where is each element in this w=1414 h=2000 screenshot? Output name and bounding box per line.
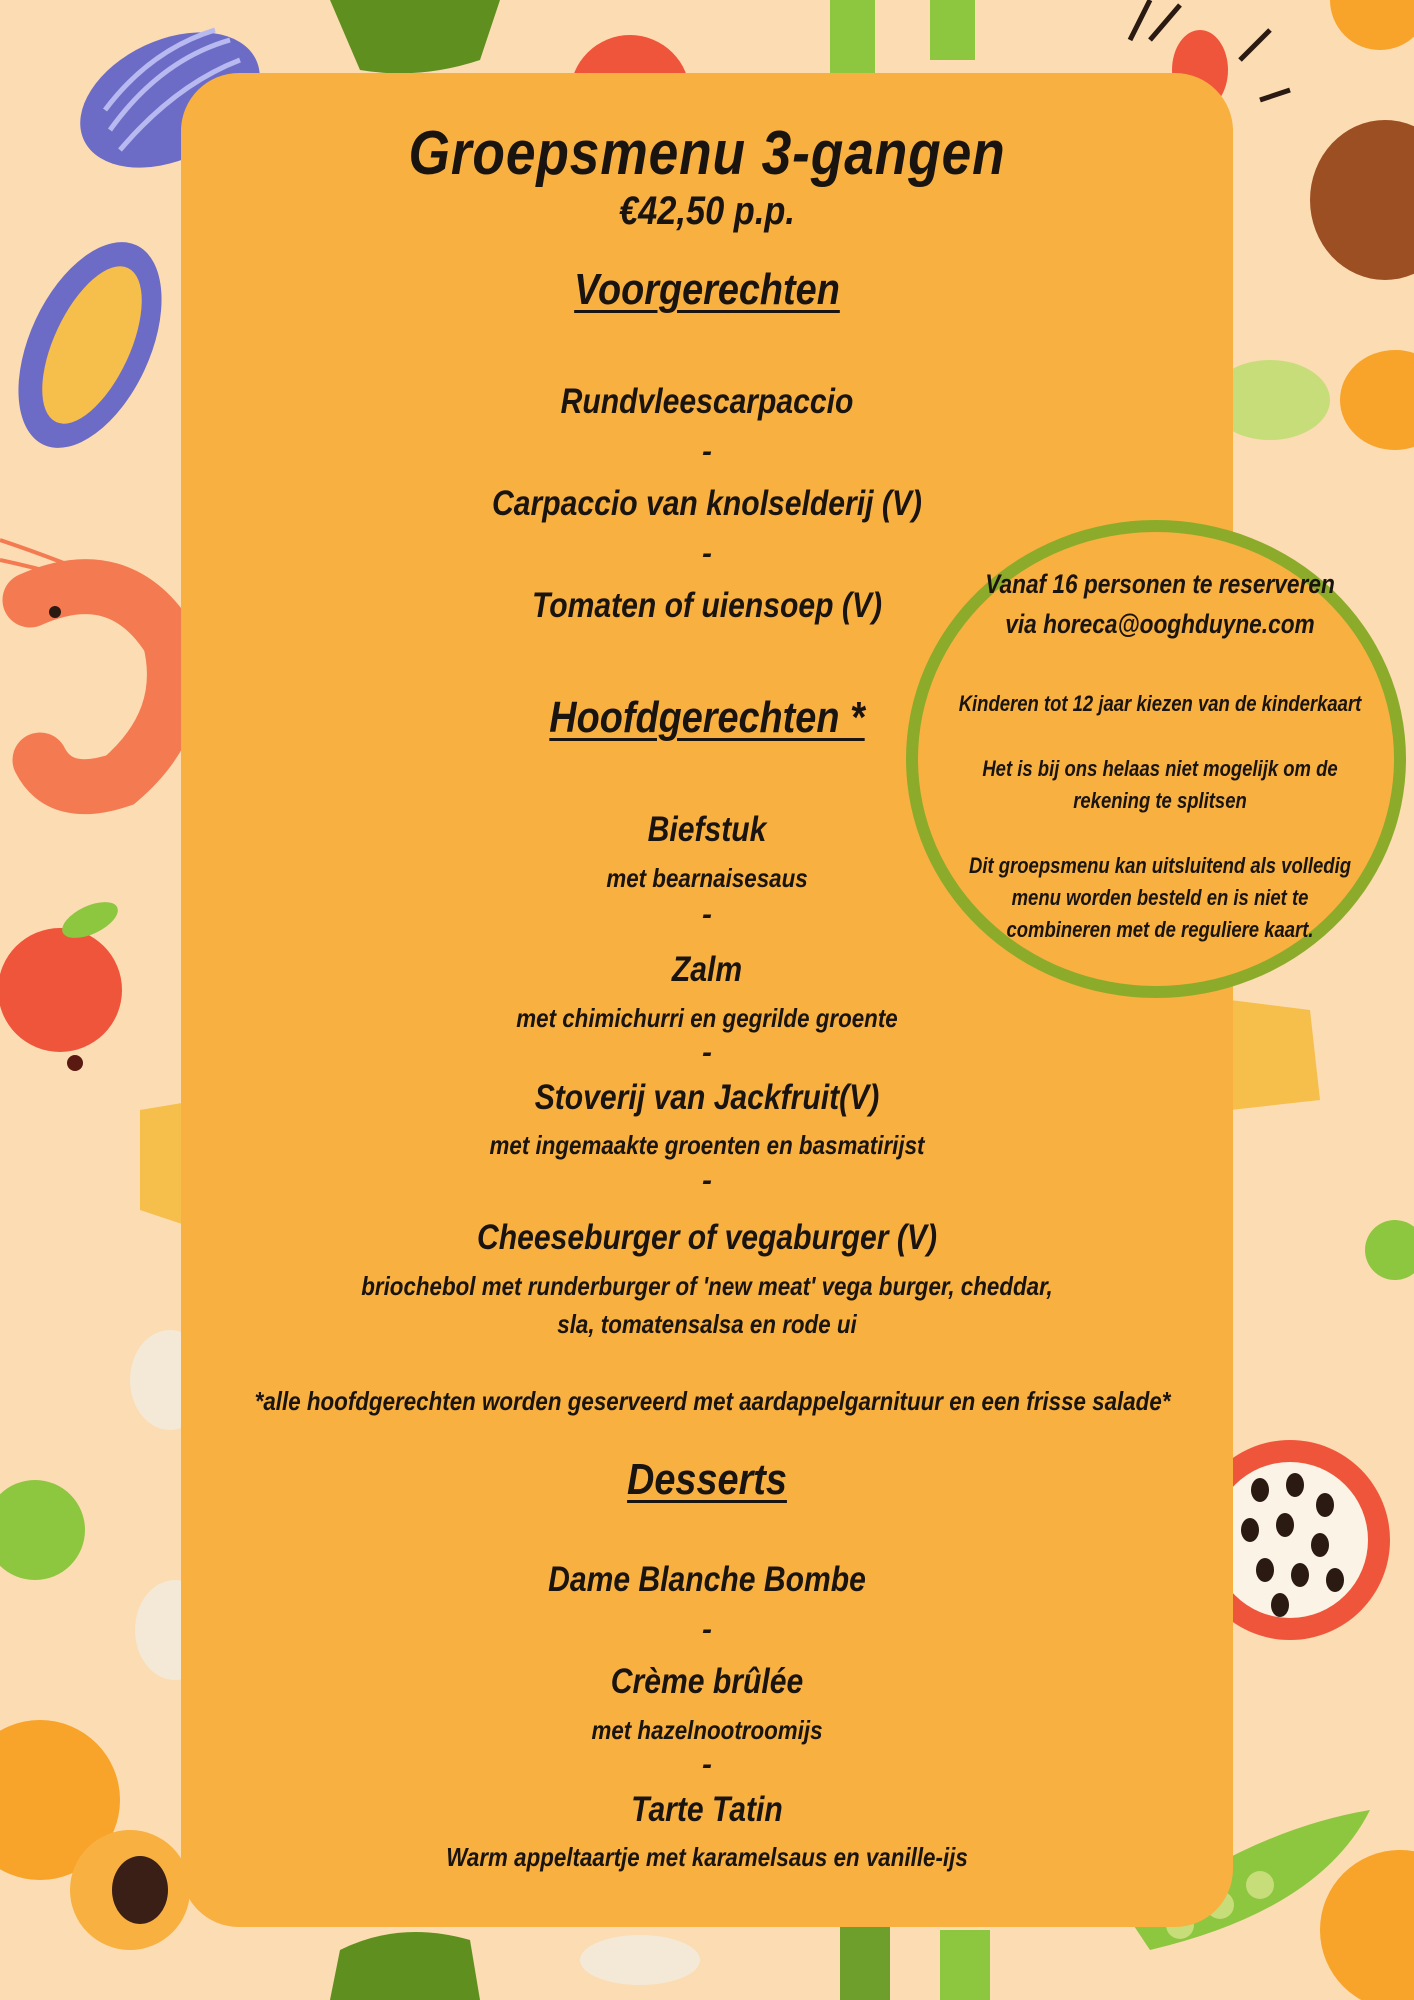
info-combo: Dit groepsmenu kan uitsluitend als volledig [969, 853, 1351, 878]
starter-item: Carpaccio van knolselderij (V) [492, 484, 922, 523]
separator: - [702, 1748, 712, 1781]
separator: - [702, 1613, 712, 1646]
main-item-desc: briochebol met runderburger of 'new meat' vega burger, cheddar, [361, 1271, 1053, 1301]
dessert-item-desc: met hazelnootroomijs [591, 1715, 823, 1745]
main-item-name: Zalm [671, 950, 743, 989]
info-reserve-line: Vanaf 16 personen te reserveren [985, 569, 1335, 599]
starter-item: Tomaten of uiensoep (V) [531, 586, 883, 625]
apple-icon [0, 895, 123, 1071]
shrimp-icon [0, 540, 174, 787]
separator: - [702, 1164, 712, 1197]
menu-title: Groepsmenu 3-gangen [408, 119, 1006, 188]
main-item-desc: met chimichurri en gegrilde groente [516, 1003, 898, 1033]
section-mains-heading: Hoofdgerechten * [549, 693, 865, 742]
dessert-item-name: Tarte Tatin [631, 1790, 783, 1829]
main-item-desc: met ingemaakte groenten en basmatirijst [489, 1130, 925, 1160]
main-item-desc: sla, tomatensalsa en rode ui [557, 1309, 857, 1339]
section-starters-heading: Voorgerechten [574, 265, 840, 314]
oyster-icon [0, 220, 191, 470]
separator: - [702, 898, 712, 931]
info-split: Het is bij ons helaas niet mogelijk om de [982, 756, 1338, 781]
main-item-desc: met bearnaisesaus [606, 863, 808, 893]
dessert-item-desc: Warm appeltaartje met karamelsaus en vanille-ijs [446, 1842, 968, 1872]
dessert-item-name: Crème brûlée [610, 1662, 804, 1701]
separator: - [702, 1036, 712, 1069]
info-split: rekening te splitsen [1073, 788, 1247, 813]
menu-price: €42,50 p.p. [619, 189, 795, 233]
info-combo: menu worden besteld en is niet te [1011, 885, 1309, 910]
info-reserve-email: via horeca@ooghduyne.com [1005, 609, 1315, 639]
menu-card [181, 73, 1233, 1927]
main-item-name: Biefstuk [647, 810, 767, 849]
separator: - [702, 537, 712, 570]
info-combo: combineren met de reguliere kaart. [1006, 917, 1314, 942]
main-item-name: Stoverij van Jackfruit(V) [534, 1078, 880, 1117]
section-desserts-heading: Desserts [627, 1455, 787, 1504]
starter-item: Rundvleescarpaccio [560, 382, 854, 421]
dessert-item-name: Dame Blanche Bombe [548, 1560, 866, 1599]
separator: - [702, 435, 712, 468]
mains-footnote: *alle hoofdgerechten worden geserveerd met aardappelgarnituur en een frisse salade* [254, 1386, 1171, 1416]
apricot-icon [70, 1830, 190, 1950]
info-kids: Kinderen tot 12 jaar kiezen van de kinderkaart [958, 691, 1362, 716]
main-item-name: Cheeseburger of vegaburger (V) [477, 1218, 937, 1257]
